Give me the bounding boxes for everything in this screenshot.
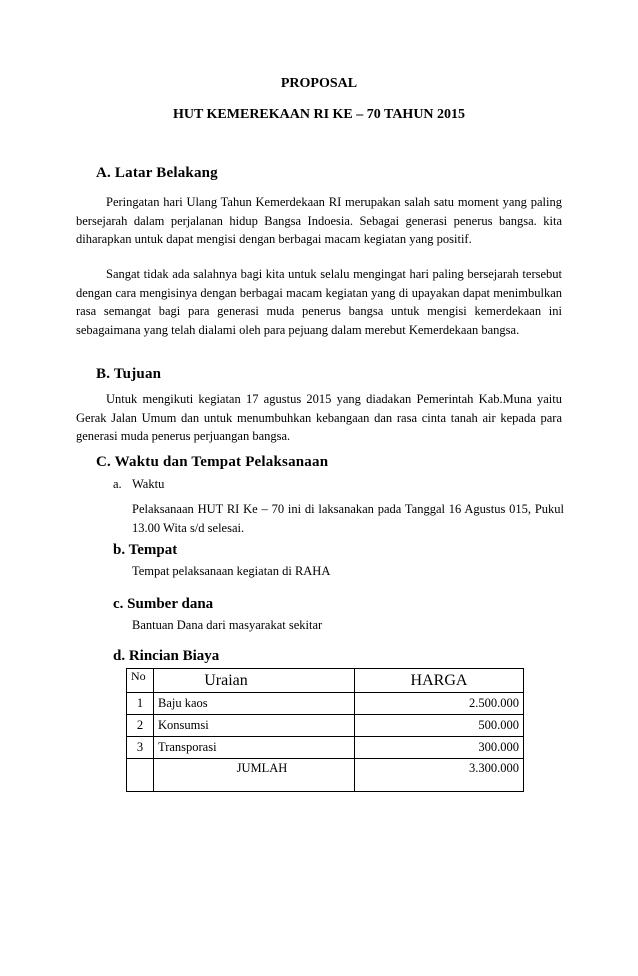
sumber-dana-text: Bantuan Dana dari masyarakat sekitar bbox=[132, 618, 323, 632]
header-harga: HARGA bbox=[355, 669, 524, 693]
tempat-text: Tempat pelaksanaan kegiatan di RAHA bbox=[132, 564, 331, 578]
table-row bbox=[127, 715, 524, 737]
document-title: PROPOSAL bbox=[280, 76, 358, 91]
section-c-heading: C. Waktu dan Tempat Pelaksanaan bbox=[96, 454, 329, 470]
rincian-biaya-heading: d. Rincian Biaya bbox=[113, 648, 220, 664]
row-harga: 300.000 bbox=[355, 737, 524, 759]
row-no: 2 bbox=[127, 715, 154, 737]
row-uraian: Konsumsi bbox=[154, 715, 355, 737]
document-subtitle: HUT KEMEREKAAN RI KE – 70 TAHUN 2015 bbox=[172, 107, 466, 122]
header-no: No bbox=[127, 669, 154, 693]
cost-table-header bbox=[127, 669, 524, 693]
total-label: JUMLAH bbox=[154, 759, 355, 792]
row-harga: 500.000 bbox=[355, 715, 524, 737]
total-value: 3.300.000 bbox=[355, 759, 524, 792]
total-no-cell bbox=[127, 759, 154, 792]
total-row bbox=[127, 759, 524, 792]
row-uraian: Baju kaos bbox=[154, 693, 355, 715]
header-uraian: Uraian bbox=[154, 669, 355, 693]
waktu-text: Pelaksanaan HUT RI Ke – 70 ini di laksanakan pada Tanggal 16 Agustus 015, Pukul 13.00 Wita s/d selesai. bbox=[132, 502, 564, 535]
section-b-paragraph: Untuk mengikuti kegiatan 17 agustus 2015 yang diadakan Pemerintah Kab.Muna yaitu Gerak Jalan Umum dan untuk menumbuhkan kebangaan dan rasa cinta tanah air kepada para generasi muda penerus perjuangan bangsa. bbox=[76, 392, 562, 443]
waktu-title: Waktu bbox=[132, 477, 165, 491]
section-a-heading: A. Latar Belakang bbox=[96, 165, 218, 181]
row-no: 1 bbox=[127, 693, 154, 715]
cost-table bbox=[126, 668, 524, 792]
section-a-paragraph-2: Sangat tidak ada salahnya bagi kita untuk selalu mengingat hari paling bersejarah tersebut dengan cara mengisinya dengan berbagai macam kegiatan yang di upayakan dapat menimbulkan rasa semangat bagi para generasi muda penerus bangsa untuk mengisi kemerdekaan ini sebagaimana yang telah dialami oleh para pejuang dalam merebut Kemerdekaan bangsa. bbox=[76, 267, 562, 337]
section-b-heading: B. Tujuan bbox=[96, 366, 162, 382]
tempat-heading: b. Tempat bbox=[113, 542, 178, 558]
table-row bbox=[127, 693, 524, 715]
sumber-dana-heading: c. Sumber dana bbox=[113, 596, 214, 612]
row-uraian: Transporasi bbox=[154, 737, 355, 759]
table-row bbox=[127, 737, 524, 759]
row-no: 3 bbox=[127, 737, 154, 759]
waktu-label: a. bbox=[113, 477, 122, 491]
row-harga: 2.500.000 bbox=[355, 693, 524, 715]
section-a-paragraph-1: Peringatan hari Ulang Tahun Kemerdekaan RI merupakan salah satu moment yang paling bersejarah dalam perjalanan hidup Bangsa Indoesia. Sebagai generasi penerus bangsa. kita diharapkan untuk dapat mengisi dengan berbagai macam kegiatan yang positif. bbox=[76, 195, 562, 246]
